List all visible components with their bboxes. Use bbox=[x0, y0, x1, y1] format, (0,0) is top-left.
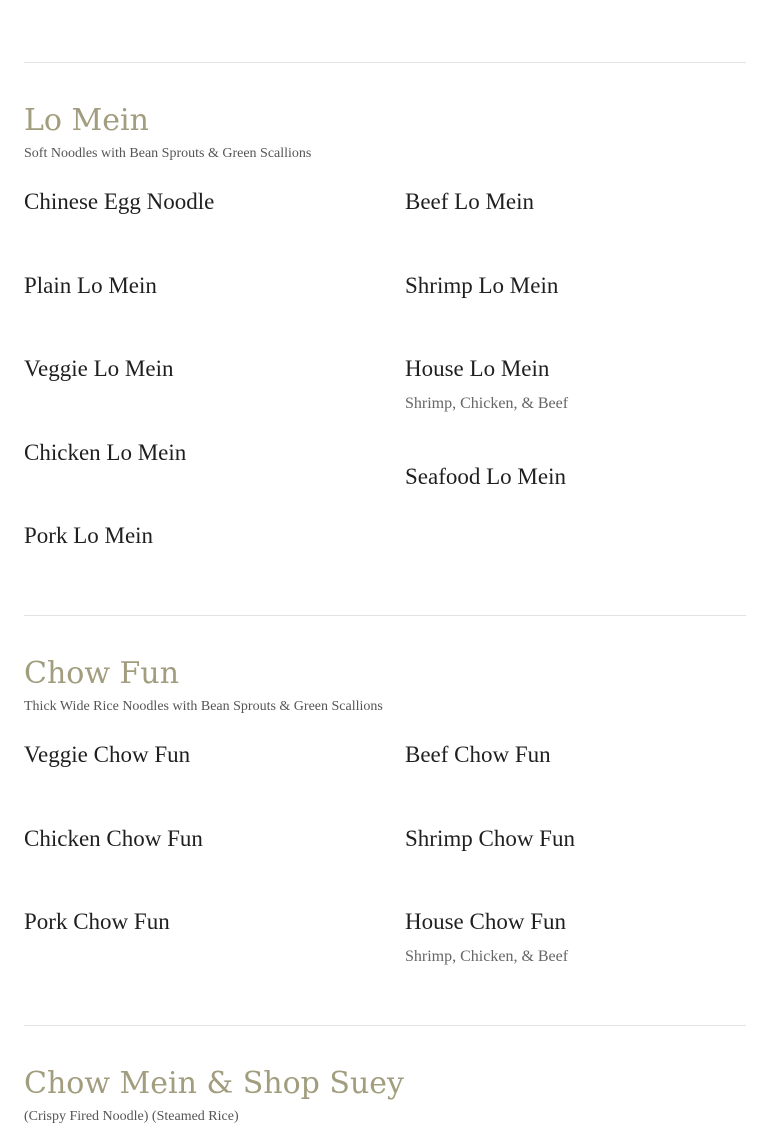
menu-item-house-chow-fun[interactable]: House Chow Fun bbox=[405, 909, 567, 934]
menu-item-beef-lo-mein[interactable]: Beef Lo Mein bbox=[405, 189, 535, 214]
menu-item-pork-chow-fun[interactable]: Pork Chow Fun bbox=[24, 909, 170, 934]
menu-item-chicken-chow-fun[interactable]: Chicken Chow Fun bbox=[24, 826, 203, 851]
menu-item-beef-chow-fun[interactable]: Beef Chow Fun bbox=[405, 742, 551, 767]
menu-item-veggie-chow-fun[interactable]: Veggie Chow Fun bbox=[24, 742, 191, 767]
section-title-chow-mein: Chow Mein & Shop Suey bbox=[24, 1066, 404, 1101]
menu-item-house-lo-mein[interactable]: House Lo Mein bbox=[405, 356, 550, 381]
menu-item-plain-lo-mein[interactable]: Plain Lo Mein bbox=[24, 273, 157, 298]
section-subtitle-lo-mein: Soft Noodles with Bean Sprouts & Green Scallions bbox=[24, 146, 312, 161]
section-subtitle-chow-mein: (Crispy Fired Noodle) (Steamed Rice) bbox=[24, 1109, 239, 1124]
section-divider bbox=[24, 615, 746, 616]
section-subtitle-chow-fun: Thick Wide Rice Noodles with Bean Sprouts & Green Scallions bbox=[24, 699, 383, 714]
section-divider bbox=[24, 62, 746, 63]
menu-item-pork-lo-mein[interactable]: Pork Lo Mein bbox=[24, 523, 154, 548]
section-title-chow-fun: Chow Fun bbox=[24, 656, 180, 691]
menu-item-veggie-lo-mein[interactable]: Veggie Lo Mein bbox=[24, 356, 174, 381]
menu-item-seafood-lo-mein[interactable]: Seafood Lo Mein bbox=[405, 464, 566, 489]
menu-item-shrimp-chow-fun[interactable]: Shrimp Chow Fun bbox=[405, 826, 575, 851]
menu-item-chinese-egg-noodle[interactable]: Chinese Egg Noodle bbox=[24, 189, 215, 214]
menu-item-chicken-lo-mein[interactable]: Chicken Lo Mein bbox=[24, 440, 187, 465]
section-title-lo-mein: Lo Mein bbox=[24, 103, 149, 138]
menu-item-description: Shrimp, Chicken, & Beef bbox=[405, 395, 569, 412]
menu-item-description: Shrimp, Chicken, & Beef bbox=[405, 948, 569, 965]
section-divider bbox=[24, 1025, 746, 1026]
menu-item-shrimp-lo-mein[interactable]: Shrimp Lo Mein bbox=[405, 273, 559, 298]
